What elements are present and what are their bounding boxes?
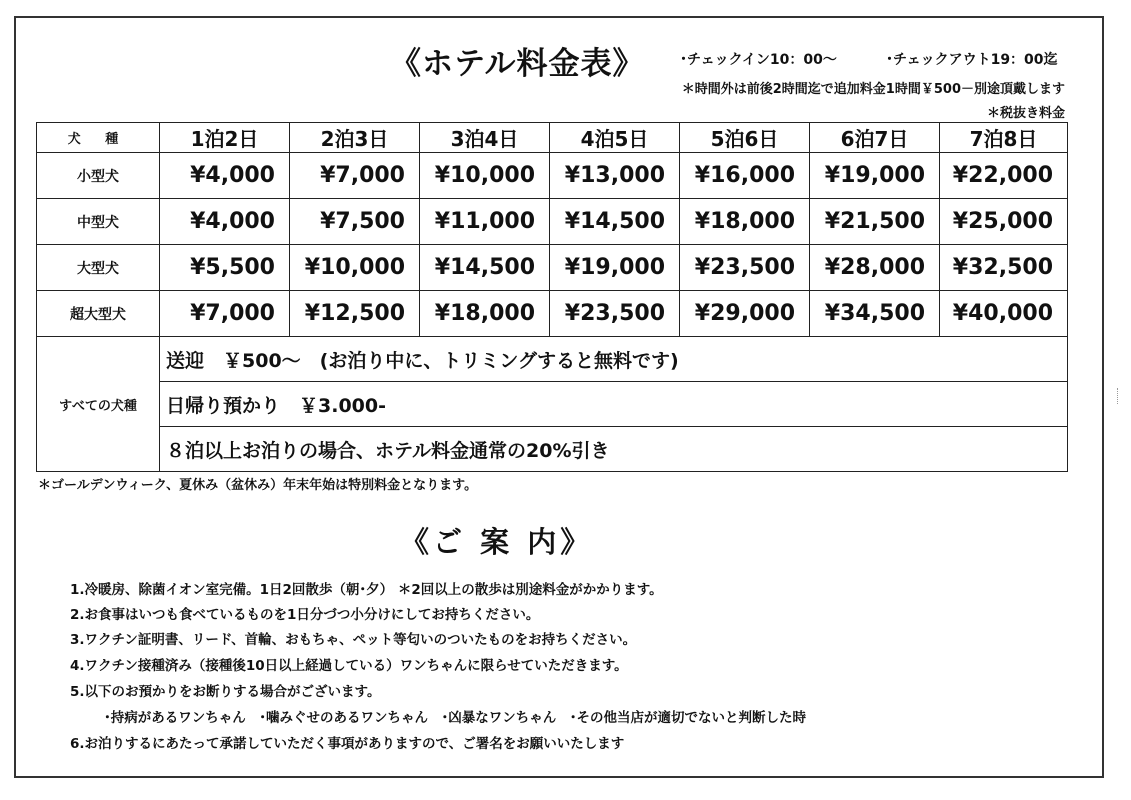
price-cell: ¥10,000	[290, 245, 420, 291]
table-row	[37, 291, 1068, 337]
breed-cell: 超大型犬	[37, 291, 160, 337]
guide-item: 3.ワクチン証明書、リード、首輪、おもちゃ、ペット等匂いのついたものをお持ちください。	[70, 632, 637, 648]
table-row	[37, 153, 1068, 199]
all-breeds-row	[37, 427, 1068, 472]
price-cell: ¥14,500	[420, 245, 550, 291]
season-note: ＊ゴールデンウィーク、夏休み（盆休み）年末年始は特別料金となります。	[38, 478, 478, 493]
price-cell: ¥22,000	[940, 153, 1068, 199]
checkout-time: ･チェックアウト19：00迄	[886, 52, 1058, 68]
guide-item: 6.お泊りするにあたって承諾していただく事項がありますので、ご署名をお願いいたします	[70, 736, 625, 752]
overtime-note: ＊時間外は前後2時間迄で追加料金1時間￥500－別途頂戴します	[681, 82, 1065, 97]
daycare-note: 日帰り預かり ￥3.000-	[160, 382, 1068, 427]
price-cell: ¥13,000	[550, 153, 680, 199]
table-row	[37, 245, 1068, 291]
price-cell: ¥12,500	[290, 291, 420, 337]
table-row	[37, 199, 1068, 245]
price-cell: ¥40,000	[940, 291, 1068, 337]
all-breeds-row	[37, 382, 1068, 427]
breed-cell: 大型犬	[37, 245, 160, 291]
stay-header: 3泊4日	[420, 123, 550, 153]
all-breeds-label: すべての犬種	[37, 337, 160, 472]
price-cell: ¥7,000	[160, 291, 290, 337]
price-cell: ¥28,000	[810, 245, 940, 291]
pickup-note: 送迎 ￥500～ (お泊り中に、トリミングすると無料です)	[160, 337, 1068, 382]
price-cell: ¥7,500	[290, 199, 420, 245]
price-cell: ¥7,000	[290, 153, 420, 199]
price-cell: ¥4,000	[160, 153, 290, 199]
guide-item: 5.以下のお預かりをお断りする場合がございます。	[70, 684, 381, 700]
price-cell: ¥14,500	[550, 199, 680, 245]
price-cell: ¥32,500	[940, 245, 1068, 291]
table-header-row	[37, 123, 1068, 153]
price-cell: ¥23,500	[680, 245, 810, 291]
price-table	[36, 122, 1068, 472]
stay-header: 2泊3日	[290, 123, 420, 153]
price-cell: ¥18,000	[420, 291, 550, 337]
price-cell: ¥29,000	[680, 291, 810, 337]
price-cell: ¥19,000	[810, 153, 940, 199]
discount-note: ８泊以上お泊りの場合、ホテル料金通常の20%引き	[160, 427, 1068, 472]
price-cell: ¥5,500	[160, 245, 290, 291]
price-cell: ¥10,000	[420, 153, 550, 199]
stay-header: 1泊2日	[160, 123, 290, 153]
price-cell: ¥19,000	[550, 245, 680, 291]
guide-subitem: ･持病があるワンちゃん ･噛みぐせのあるワンちゃん ･凶暴なワンちゃん ･その他当店が適切でないと判断した時	[104, 710, 806, 726]
price-cell: ¥34,500	[810, 291, 940, 337]
breed-cell: 小型犬	[37, 153, 160, 199]
breed-header: 犬 種	[37, 123, 160, 153]
stay-header: 6泊7日	[810, 123, 940, 153]
guide-item: 1.冷暖房、除菌イオン室完備。1日2回散歩（朝･夕） ＊2回以上の散歩は別途料金がかかります。	[70, 582, 663, 598]
stay-header: 5泊6日	[680, 123, 810, 153]
stay-header: 4泊5日	[550, 123, 680, 153]
price-cell: ¥11,000	[420, 199, 550, 245]
price-cell: ¥16,000	[680, 153, 810, 199]
price-cell: ¥23,500	[550, 291, 680, 337]
stay-header: 7泊8日	[940, 123, 1068, 153]
page-title: 《ホテル料金表》	[390, 46, 645, 82]
price-cell: ¥4,000	[160, 199, 290, 245]
all-breeds-row	[37, 337, 1068, 382]
guide-item: 4.ワクチン接種済み（接種後10日以上経過している）ワンちゃんに限らせていただきます。	[70, 658, 628, 674]
checkin-time: ･チェックイン10：00～	[680, 52, 837, 68]
price-cell: ¥21,500	[810, 199, 940, 245]
breed-cell: 中型犬	[37, 199, 160, 245]
price-cell: ¥18,000	[680, 199, 810, 245]
scan-artifact	[1117, 388, 1121, 404]
guide-title: 《ご 案 内》	[400, 525, 594, 559]
guide-item: 2.お食事はいつも食べているものを1日分づつ小分けにしてお持ちください。	[70, 607, 540, 623]
tax-note: ＊税抜き料金	[986, 106, 1065, 121]
price-cell: ¥25,000	[940, 199, 1068, 245]
